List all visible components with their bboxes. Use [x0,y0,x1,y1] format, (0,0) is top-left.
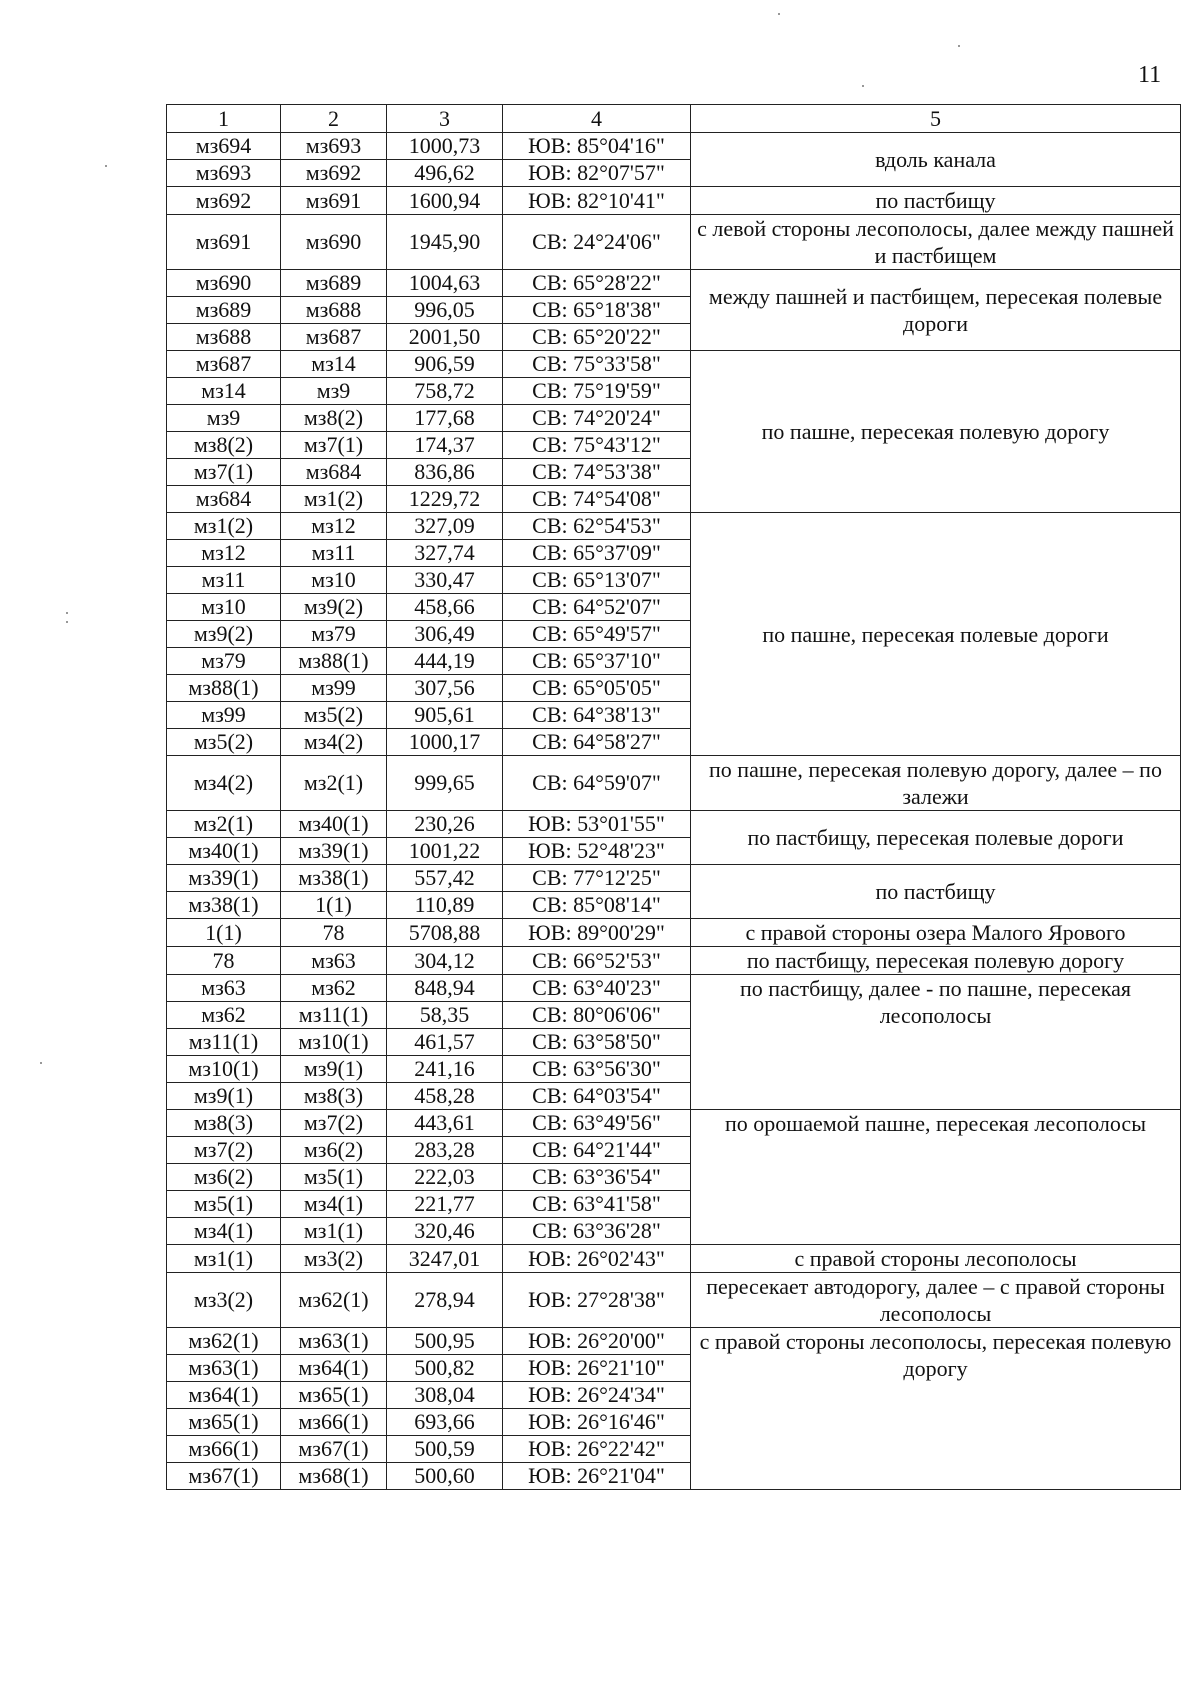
bearing-cell: ЮВ: 89°00'29" [503,919,691,947]
description-cell: по орошаемой пашне, пересекая лесополосы [691,1110,1181,1245]
bearing-cell: СВ: 63°41'58" [503,1191,691,1218]
length-cell: 307,56 [387,675,503,702]
table-row [167,1245,1181,1273]
bearing-cell: СВ: 63°49'56" [503,1110,691,1137]
bearing-cell: СВ: 64°59'07" [503,756,691,811]
point-to-cell: мз1(1) [281,1218,387,1245]
length-cell: 1004,63 [387,270,503,297]
point-from-cell: мз5(2) [167,729,281,756]
length-cell: 500,60 [387,1463,503,1490]
point-to-cell: мз4(1) [281,1191,387,1218]
point-from-cell: мз691 [167,215,281,270]
description-cell: по пастбищу [691,865,1181,919]
bearing-cell: СВ: 64°38'13" [503,702,691,729]
description-cell: с правой стороны лесополосы [691,1245,1181,1273]
bearing-cell: ЮВ: 26°21'10" [503,1355,691,1382]
bearing-cell: СВ: 63°36'28" [503,1218,691,1245]
bearing-cell: СВ: 64°21'44" [503,1137,691,1164]
bearing-cell: СВ: 74°20'24" [503,405,691,432]
table-row [167,865,1181,892]
point-to-cell: мз10 [281,567,387,594]
point-from-cell: мз9(2) [167,621,281,648]
bearing-cell: ЮВ: 82°10'41" [503,187,691,215]
length-cell: 327,09 [387,513,503,540]
point-to-cell: мз62 [281,975,387,1002]
bearing-cell: ЮВ: 26°22'42" [503,1436,691,1463]
point-from-cell: мз67(1) [167,1463,281,1490]
bearing-cell: СВ: 63°40'23" [503,975,691,1002]
length-cell: 177,68 [387,405,503,432]
table-row [167,975,1181,1002]
table-row [167,1273,1181,1328]
point-to-cell: мз11 [281,540,387,567]
length-cell: 500,59 [387,1436,503,1463]
header-col-4: 4 [503,105,691,133]
point-from-cell: мз99 [167,702,281,729]
length-cell: 241,16 [387,1056,503,1083]
point-from-cell: мз11(1) [167,1029,281,1056]
scan-speck [66,612,68,614]
point-to-cell: мз39(1) [281,838,387,865]
point-from-cell: мз4(2) [167,756,281,811]
length-cell: 905,61 [387,702,503,729]
point-to-cell: мз65(1) [281,1382,387,1409]
point-from-cell: мз1(1) [167,1245,281,1273]
point-from-cell: мз62(1) [167,1328,281,1355]
point-from-cell: мз9(1) [167,1083,281,1110]
point-from-cell: мз1(2) [167,513,281,540]
bearing-cell: СВ: 65°28'22" [503,270,691,297]
point-from-cell: мз63(1) [167,1355,281,1382]
point-from-cell: мз64(1) [167,1382,281,1409]
point-from-cell: мз88(1) [167,675,281,702]
point-from-cell: 78 [167,947,281,975]
length-cell: 308,04 [387,1382,503,1409]
length-cell: 836,86 [387,459,503,486]
point-to-cell: мз5(2) [281,702,387,729]
bearing-cell: СВ: 75°43'12" [503,432,691,459]
bearing-cell: СВ: 63°58'50" [503,1029,691,1056]
point-to-cell: мз11(1) [281,1002,387,1029]
length-cell: 999,65 [387,756,503,811]
point-to-cell: мз68(1) [281,1463,387,1490]
header-col-1: 1 [167,105,281,133]
point-from-cell: 1(1) [167,919,281,947]
bearing-cell: СВ: 64°52'07" [503,594,691,621]
bearing-cell: СВ: 65°37'10" [503,648,691,675]
point-to-cell: мз693 [281,133,387,160]
bearing-cell: СВ: 65°49'57" [503,621,691,648]
length-cell: 458,66 [387,594,503,621]
point-from-cell: мз684 [167,486,281,513]
bearing-cell: СВ: 65°20'22" [503,324,691,351]
point-from-cell: мз692 [167,187,281,215]
header-col-5: 5 [691,105,1181,133]
bearing-cell: СВ: 80°06'06" [503,1002,691,1029]
scan-speck [40,1062,42,1064]
table-row [167,756,1181,811]
table-row [167,919,1181,947]
bearing-cell: СВ: 65°18'38" [503,297,691,324]
length-cell: 2001,50 [387,324,503,351]
point-to-cell: мз692 [281,160,387,187]
bearing-cell: СВ: 62°54'53" [503,513,691,540]
point-from-cell: мз3(2) [167,1273,281,1328]
point-from-cell: мз63 [167,975,281,1002]
page-number: 11 [1138,62,1162,88]
length-cell: 848,94 [387,975,503,1002]
length-cell: 278,94 [387,1273,503,1328]
scan-speck [105,165,107,167]
point-from-cell: мз10(1) [167,1056,281,1083]
point-from-cell: мз7(2) [167,1137,281,1164]
point-to-cell: 1(1) [281,892,387,919]
point-to-cell: мз64(1) [281,1355,387,1382]
point-to-cell: мз63 [281,947,387,975]
point-to-cell: 78 [281,919,387,947]
table-row [167,947,1181,975]
point-to-cell: мз67(1) [281,1436,387,1463]
point-from-cell: мз688 [167,324,281,351]
table-row [167,1328,1181,1355]
point-to-cell: мз38(1) [281,865,387,892]
point-to-cell: мз9(1) [281,1056,387,1083]
point-from-cell: мз2(1) [167,811,281,838]
point-to-cell: мз63(1) [281,1328,387,1355]
description-cell: с правой стороны озера Малого Ярового [691,919,1181,947]
length-cell: 330,47 [387,567,503,594]
bearing-cell: ЮВ: 26°02'43" [503,1245,691,1273]
length-cell: 1945,90 [387,215,503,270]
table-row [167,215,1181,270]
point-to-cell: мз14 [281,351,387,378]
length-cell: 443,61 [387,1110,503,1137]
point-from-cell: мз10 [167,594,281,621]
bearing-cell: СВ: 65°05'05" [503,675,691,702]
table-row [167,1110,1181,1137]
bearing-cell: СВ: 63°36'54" [503,1164,691,1191]
point-from-cell: мз4(1) [167,1218,281,1245]
point-from-cell: мз65(1) [167,1409,281,1436]
bearing-cell: СВ: 65°37'09" [503,540,691,567]
description-cell: по пастбищу, пересекая полевые дороги [691,811,1181,865]
description-cell: с левой стороны лесополосы, далее между пашней и пастбищем [691,215,1181,270]
point-from-cell: мз5(1) [167,1191,281,1218]
bearing-cell: СВ: 74°53'38" [503,459,691,486]
length-cell: 1000,73 [387,133,503,160]
point-to-cell: мз8(3) [281,1083,387,1110]
length-cell: 283,28 [387,1137,503,1164]
scan-speck [778,13,780,15]
point-to-cell: мз5(1) [281,1164,387,1191]
bearing-cell: СВ: 74°54'08" [503,486,691,513]
scan-speck [862,85,864,87]
bearing-cell: СВ: 64°58'27" [503,729,691,756]
point-from-cell: мз7(1) [167,459,281,486]
bearing-cell: ЮВ: 26°20'00" [503,1328,691,1355]
point-to-cell: мз8(2) [281,405,387,432]
bearing-cell: ЮВ: 26°24'34" [503,1382,691,1409]
length-cell: 906,59 [387,351,503,378]
bearing-cell: СВ: 75°19'59" [503,378,691,405]
length-cell: 444,19 [387,648,503,675]
point-to-cell: мз7(1) [281,432,387,459]
description-cell: по пашне, пересекая полевую дорогу, далее – по залежи [691,756,1181,811]
point-to-cell: мз7(2) [281,1110,387,1137]
point-to-cell: мз687 [281,324,387,351]
point-to-cell: мз689 [281,270,387,297]
point-to-cell: мз691 [281,187,387,215]
point-from-cell: мз694 [167,133,281,160]
point-to-cell: мз3(2) [281,1245,387,1273]
bearing-cell: ЮВ: 52°48'23" [503,838,691,865]
length-cell: 320,46 [387,1218,503,1245]
point-to-cell: мз62(1) [281,1273,387,1328]
point-from-cell: мз689 [167,297,281,324]
point-to-cell: мз10(1) [281,1029,387,1056]
bearing-cell: ЮВ: 26°21'04" [503,1463,691,1490]
boundary-table-body [167,105,1181,1490]
length-cell: 500,95 [387,1328,503,1355]
point-to-cell: мз684 [281,459,387,486]
table-header-row [167,105,1181,133]
length-cell: 3247,01 [387,1245,503,1273]
bearing-cell: ЮВ: 26°16'46" [503,1409,691,1436]
table-row [167,351,1181,378]
description-cell: по пастбищу, пересекая полевую дорогу [691,947,1181,975]
length-cell: 110,89 [387,892,503,919]
bearing-cell: ЮВ: 85°04'16" [503,133,691,160]
description-cell: пересекает автодорогу, далее – с правой стороны лесополосы [691,1273,1181,1328]
bearing-cell: СВ: 24°24'06" [503,215,691,270]
point-from-cell: мз39(1) [167,865,281,892]
point-from-cell: мз38(1) [167,892,281,919]
scan-speck [66,621,68,623]
point-from-cell: мз14 [167,378,281,405]
length-cell: 1229,72 [387,486,503,513]
point-from-cell: мз79 [167,648,281,675]
description-cell: с правой стороны лесополосы, пересекая полевую дорогу [691,1328,1181,1490]
description-cell: между пашней и пастбищем, пересекая полевые дороги [691,270,1181,351]
bearing-cell: СВ: 63°56'30" [503,1056,691,1083]
length-cell: 758,72 [387,378,503,405]
point-from-cell: мз687 [167,351,281,378]
length-cell: 221,77 [387,1191,503,1218]
table-row [167,187,1181,215]
length-cell: 1000,17 [387,729,503,756]
point-from-cell: мз12 [167,540,281,567]
point-to-cell: мз88(1) [281,648,387,675]
header-col-3: 3 [387,105,503,133]
length-cell: 5708,88 [387,919,503,947]
point-from-cell: мз693 [167,160,281,187]
length-cell: 557,42 [387,865,503,892]
length-cell: 500,82 [387,1355,503,1382]
bearing-cell: ЮВ: 27°28'38" [503,1273,691,1328]
length-cell: 496,62 [387,160,503,187]
bearing-cell: СВ: 65°13'07" [503,567,691,594]
point-to-cell: мз6(2) [281,1137,387,1164]
bearing-cell: СВ: 64°03'54" [503,1083,691,1110]
point-to-cell: мз4(2) [281,729,387,756]
point-to-cell: мз9(2) [281,594,387,621]
point-from-cell: мз11 [167,567,281,594]
scan-speck [958,45,960,47]
point-to-cell: мз40(1) [281,811,387,838]
point-from-cell: мз9 [167,405,281,432]
length-cell: 304,12 [387,947,503,975]
description-cell: вдоль канала [691,133,1181,187]
point-from-cell: мз690 [167,270,281,297]
bearing-cell: СВ: 77°12'25" [503,865,691,892]
length-cell: 1001,22 [387,838,503,865]
length-cell: 327,74 [387,540,503,567]
bearing-cell: СВ: 85°08'14" [503,892,691,919]
point-to-cell: мз99 [281,675,387,702]
length-cell: 306,49 [387,621,503,648]
point-from-cell: мз8(3) [167,1110,281,1137]
length-cell: 230,26 [387,811,503,838]
length-cell: 222,03 [387,1164,503,1191]
header-col-2: 2 [281,105,387,133]
table-row [167,133,1181,160]
table-row [167,811,1181,838]
point-from-cell: мз8(2) [167,432,281,459]
length-cell: 996,05 [387,297,503,324]
length-cell: 461,57 [387,1029,503,1056]
point-to-cell: мз9 [281,378,387,405]
description-cell: по пастбищу [691,187,1181,215]
length-cell: 1600,94 [387,187,503,215]
point-from-cell: мз62 [167,1002,281,1029]
table-row [167,270,1181,297]
point-to-cell: мз79 [281,621,387,648]
point-from-cell: мз66(1) [167,1436,281,1463]
point-to-cell: мз1(2) [281,486,387,513]
length-cell: 174,37 [387,432,503,459]
length-cell: 458,28 [387,1083,503,1110]
point-from-cell: мз40(1) [167,838,281,865]
description-cell: по пашне, пересекая полевую дорогу [691,351,1181,513]
boundary-table [166,104,1181,1490]
point-to-cell: мз12 [281,513,387,540]
bearing-cell: СВ: 66°52'53" [503,947,691,975]
point-to-cell: мз2(1) [281,756,387,811]
point-to-cell: мз688 [281,297,387,324]
point-from-cell: мз6(2) [167,1164,281,1191]
table-row [167,513,1181,540]
bearing-cell: ЮВ: 53°01'55" [503,811,691,838]
description-cell: по пастбищу, далее - по пашне, пересекая лесополосы [691,975,1181,1110]
bearing-cell: СВ: 75°33'58" [503,351,691,378]
length-cell: 58,35 [387,1002,503,1029]
bearing-cell: ЮВ: 82°07'57" [503,160,691,187]
length-cell: 693,66 [387,1409,503,1436]
point-to-cell: мз66(1) [281,1409,387,1436]
point-to-cell: мз690 [281,215,387,270]
description-cell: по пашне, пересекая полевые дороги [691,513,1181,756]
